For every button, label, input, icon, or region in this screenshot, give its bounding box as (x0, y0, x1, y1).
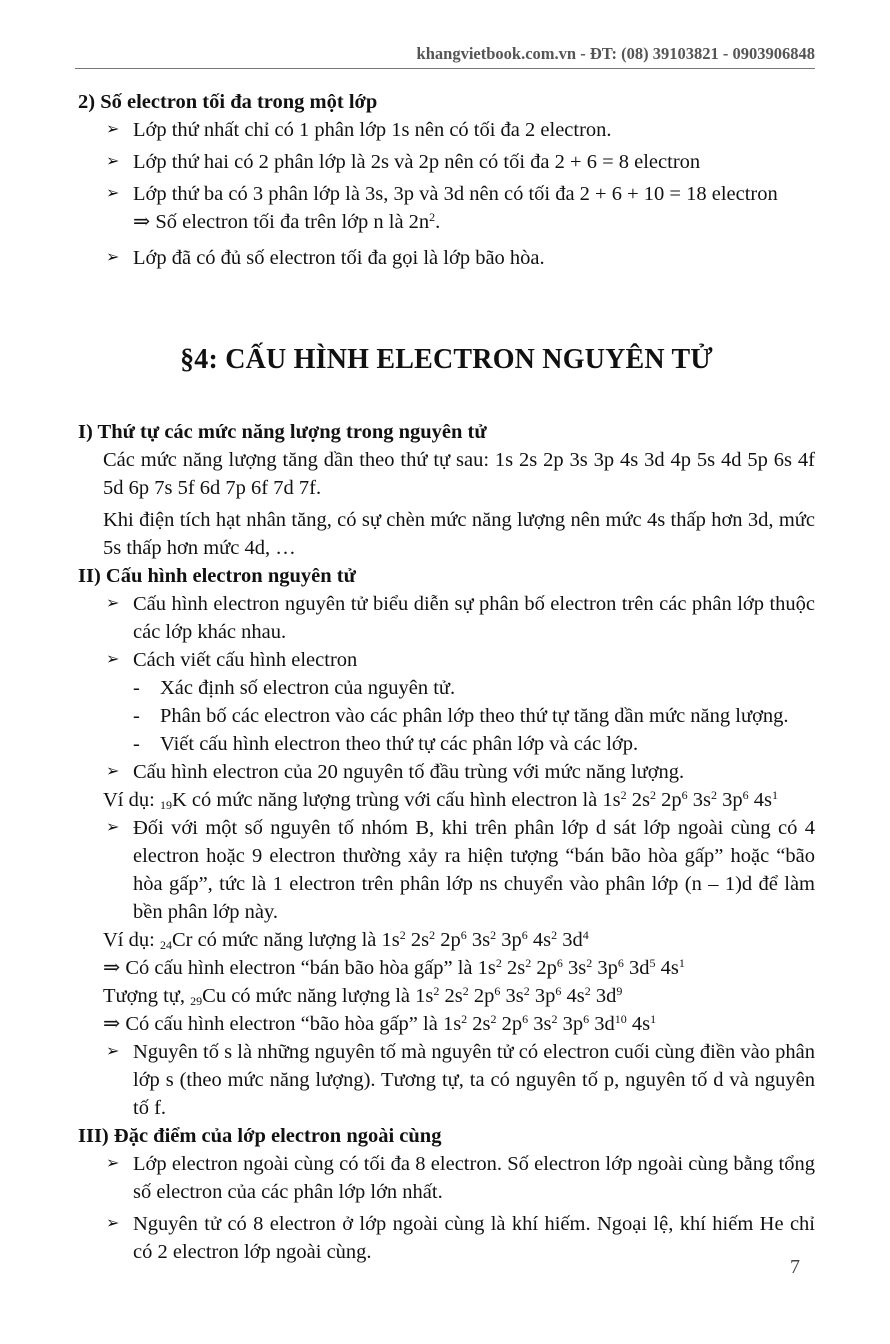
orbital-label: 2p (661, 789, 682, 811)
arrowhead-bullet-icon: ➢ (106, 121, 120, 138)
orbital-label: 3p (597, 957, 618, 979)
arrowhead-bullet-icon: ➢ (106, 1215, 120, 1232)
electron-count: 2 (399, 928, 406, 942)
electron-count: 6 (494, 984, 501, 998)
electron-count: 6 (617, 956, 624, 970)
electron-count: 2 (551, 928, 558, 942)
orbital-label: 4s (660, 957, 679, 979)
implies-arrow-icon: ⇒ (103, 1013, 121, 1035)
electron-count: 2 (710, 788, 717, 802)
orbital-label: 2p (536, 957, 557, 979)
electron-count: 1 (650, 1012, 657, 1026)
orbital-label: 2s (410, 929, 430, 951)
implies-arrow-icon: ⇒ (133, 211, 151, 233)
bullet-item: ➢ Đối với một số nguyên tố nhóm B, khi trên phân lớp d sát lớp ngoài cùng có 4 electron hoặc 9 electron thường xảy ra hiện tượng “bán bão hòa gấp” hoặc “bão hòa gấp”, tức là 1 electron trên phân lớp ns chuyển vào phân lớp (n – 1)d để làm bền phân lớp này. (78, 814, 815, 926)
dash-bullet-icon: - (133, 733, 140, 755)
bullet-item: ➢ Lớp thứ nhất chỉ có 1 phân lớp 1s nên có tối đa 2 electron. (78, 116, 815, 144)
bullet-item: ➢ Lớp electron ngoài cùng có tối đa 8 electron. Số electron lớp ngoài cùng bằng tổng số electron của các phân lớp lớn nhất. (78, 1150, 815, 1206)
implies-arrow-icon: ⇒ (103, 957, 121, 979)
orbital-label: 1s (415, 985, 434, 1007)
electron-count: 6 (742, 788, 749, 802)
bullet-item: ➢ Lớp thứ ba có 3 phân lớp là 3s, 3p và 3d nên có tối đa 2 + 6 + 10 = 18 electron (78, 180, 815, 208)
electron-count: 2 (620, 788, 627, 802)
bullet-item: ➢ Nguyên tố s là những nguyên tố mà nguyên tử có electron cuối cùng điền vào phân lớp s (theo mức năng lượng). Tương tự, ta có nguyên tố p, nguyên tố d và nguyên tố f. (78, 1038, 815, 1122)
electron-count: 1 (678, 956, 685, 970)
electron-config (443, 1013, 656, 1035)
electron-count: 2 (525, 956, 532, 970)
electron-config (415, 985, 622, 1007)
electron-count: 10 (614, 1012, 627, 1026)
orbital-label: 4s (566, 985, 585, 1007)
electron-count: 2 (650, 788, 656, 802)
part-2-heading: II) Cấu hình electron nguyên tử (78, 565, 356, 587)
electron-count: 6 (555, 984, 562, 998)
example-line: Tượng tự, $_{29}$Cu có mức năng lượng là $1s^2$ $2s^2$ $2p^6$ $3s^2$ $3p^6$ $4s^2$ $3d^9$ (103, 984, 623, 1008)
orbital-label: 2s (507, 957, 526, 979)
orbital-label: 3p (534, 985, 556, 1007)
part-1-heading: I) Thứ tự các mức năng lượng trong nguyên tử (78, 421, 487, 443)
arrowhead-bullet-icon: ➢ (106, 1155, 120, 1172)
example-line: Ví dụ: $_{19}$K có mức năng lượng trùng với cấu hình electron là $1s^2$ $2s^2$ $2p^6$ $3s^2$ $3p^6$ $4s^1$ (103, 788, 778, 812)
dash-item: - Viết cấu hình electron theo thứ tự các phân lớp và các lớp. (78, 730, 815, 758)
page-header: khangvietbook.com.vn - ĐT: (08) 39103821 - 0903906848 (416, 44, 815, 63)
electron-count: 6 (556, 956, 563, 970)
bullet-item: ➢ Cấu hình electron nguyên tử biểu diễn sự phân bố electron trên các phân lớp thuộc các lớp khác nhau. (78, 590, 815, 646)
conclusion-line: ⇒ Có cấu hình electron “bán bão hòa gấp” là $1s^2$ $2s^2$ $2p^6$ $3s^2$ $3p^6$ $3d^5$ $4s^1$ (103, 956, 685, 979)
orbital-label: 2s (631, 789, 650, 811)
orbital-label: 1s (381, 929, 400, 951)
orbital-label: 3s (568, 957, 587, 979)
orbital-label: 2p (501, 1013, 523, 1035)
orbital-label: 3p (722, 789, 743, 811)
page-number: 7 (790, 1256, 800, 1278)
orbital-label: 4s (631, 1013, 651, 1035)
bullet-item: ➢ Lớp thứ hai có 2 phân lớp là 2s và 2p nên có tối đa 2 + 6 = 8 electron (78, 148, 815, 176)
electron-count: 2 (586, 956, 593, 970)
orbital-label: 3d (628, 957, 650, 979)
orbital-label: 2p (440, 929, 461, 951)
header-divider (75, 68, 815, 69)
orbital-label: 3d (595, 985, 617, 1007)
electron-count: 6 (522, 1012, 529, 1026)
dash-item: - Xác định số electron của nguyên tử. (78, 674, 815, 702)
orbital-label: 1s (602, 789, 621, 811)
orbital-label: 3s (692, 789, 711, 811)
orbital-label: 3s (471, 929, 491, 951)
electron-count: 5 (649, 956, 656, 970)
electron-count: 2 (433, 984, 440, 998)
orbital-label: 2p (473, 985, 495, 1007)
electron-count: 2 (490, 1012, 497, 1026)
bullet-item: ➢ Cách viết cấu hình electron (78, 646, 815, 674)
example-line: Ví dụ: $_{24}$Cr có mức năng lượng là $1s^2$ $2s^2$ $2p^6$ $3s^2$ $3p^6$ $4s^2$ $3d^4$ (103, 928, 589, 952)
electron-count: 6 (521, 928, 528, 942)
dash-bullet-icon: - (133, 705, 140, 727)
electron-count: 9 (616, 984, 623, 998)
electron-count: 2 (523, 984, 530, 998)
electron-count: 2 (429, 928, 436, 942)
bullet-item: ➢ Cấu hình electron của 20 nguyên tố đầu trùng với mức năng lượng. (78, 758, 815, 786)
arrowhead-bullet-icon: ➢ (106, 595, 120, 612)
chapter-title: §4: CẤU HÌNH ELECTRON NGUYÊN TỬ (180, 344, 713, 375)
electron-config (382, 929, 589, 951)
electron-count: 1 (771, 788, 778, 802)
bullet-item: ➢ Nguyên tử có 8 electron ở lớp ngoài cùng là khí hiếm. Ngoại lệ, khí hiếm He chỉ có 2 electron lớp ngoài cùng. (78, 1210, 815, 1266)
orbital-label: 3d (594, 1013, 615, 1035)
conclusion-line: ⇒ Có cấu hình electron “bão hòa gấp” là $1s^2$ $2s^2$ $2p^6$ $3s^2$ $3p^6$ $3d^{10}$ $4s^1$ (103, 1012, 657, 1035)
orbital-label: 3p (562, 1013, 584, 1035)
arrowhead-bullet-icon: ➢ (106, 763, 120, 780)
electron-count: 6 (583, 1012, 590, 1026)
page-content (78, 88, 815, 1266)
orbital-label: 2s (472, 1013, 491, 1035)
electron-count: 2 (461, 1012, 468, 1026)
orbital-label: 3p (501, 929, 522, 951)
arrowhead-bullet-icon: ➢ (106, 1043, 120, 1060)
electron-count: 2 (490, 928, 497, 942)
orbital-label: 1s (477, 957, 496, 979)
electron-count: 6 (460, 928, 467, 942)
bullet-item: ➢ Lớp đã có đủ số electron tối đa gọi là lớp bão hòa. (78, 244, 815, 272)
arrowhead-bullet-icon: ➢ (106, 651, 120, 668)
dash-item: - Phân bố các electron vào các phân lớp theo thứ tự tăng dần mức năng lượng. (78, 702, 815, 730)
orbital-label: 3s (505, 985, 524, 1007)
orbital-label: 3s (533, 1013, 552, 1035)
arrowhead-bullet-icon: ➢ (106, 185, 120, 202)
electron-config (478, 957, 685, 979)
conclusion-line: ⇒ Số electron tối đa trên lớp n là $2n^2$. (133, 210, 441, 233)
arrowhead-bullet-icon: ➢ (106, 153, 120, 170)
electron-count: 6 (681, 788, 688, 802)
electron-count: 2 (495, 956, 502, 970)
orbital-label: 3d (562, 929, 583, 951)
orbital-label: 4s (753, 789, 772, 811)
electron-count: 2 (551, 1012, 558, 1026)
dash-bullet-icon: - (133, 677, 140, 699)
electron-count: 2 (462, 984, 469, 998)
electron-count: 2 (584, 984, 591, 998)
orbital-label: 1s (442, 1013, 462, 1035)
section-2-heading: 2) Số electron tối đa trong một lớp (78, 91, 378, 113)
part-3-heading: III) Đặc điểm của lớp electron ngoài cùng (78, 1125, 442, 1147)
orbital-label: 2s (444, 985, 463, 1007)
paragraph: Các mức năng lượng tăng dần theo thứ tự sau: 1s 2s 2p 3s 3p 4s 3d 4p 5s 4d 5p 6s 4f 5d 6p 7s 5f 6d 7p 6f 7d 7f. (103, 449, 815, 499)
arrowhead-bullet-icon: ➢ (106, 249, 120, 266)
arrowhead-bullet-icon: ➢ (106, 819, 120, 836)
electron-count: 4 (582, 928, 589, 942)
paragraph: Khi điện tích hạt nhân tăng, có sự chèn mức năng lượng nên mức 4s thấp hơn 3d, mức 5s thấp hơn mức 4d, … (103, 509, 815, 559)
orbital-label: 4s (532, 929, 552, 951)
electron-config (602, 789, 778, 811)
